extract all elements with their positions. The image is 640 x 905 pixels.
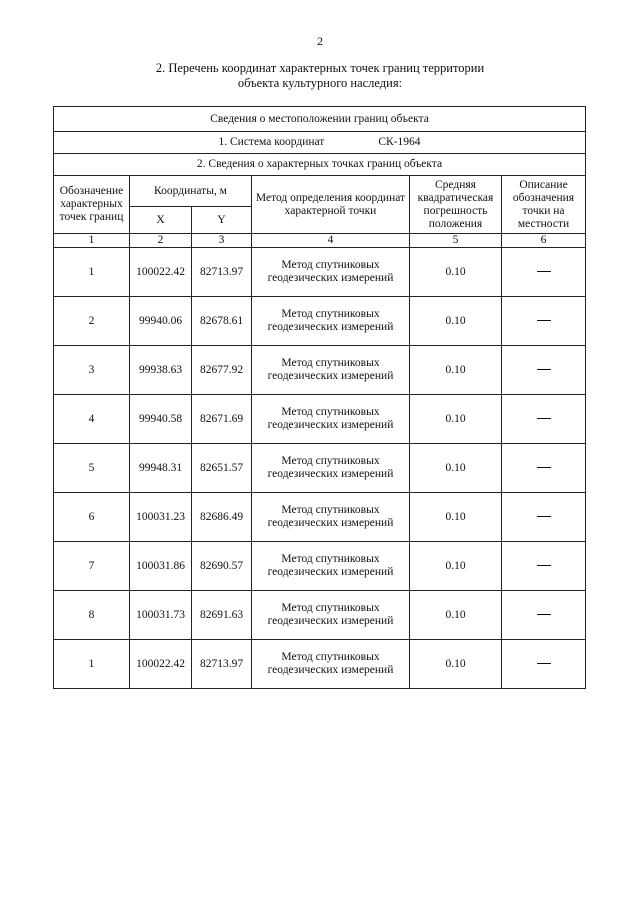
point-designation: 3: [54, 346, 130, 395]
coordinate-y: 82713.97: [192, 640, 252, 689]
description-cell: [502, 444, 586, 493]
description-cell: [502, 248, 586, 297]
coordinate-y: 82678.61: [192, 297, 252, 346]
error-cell: 0.10: [410, 591, 502, 640]
method-cell: Метод спутниковых геодезических измерений: [252, 297, 410, 346]
subsection-header-row: [54, 154, 586, 176]
table-row: [54, 346, 586, 395]
subsection-header: 2. Сведения о характерных точках границ объекта: [54, 154, 586, 176]
dash-mark: [537, 418, 551, 419]
dash-mark: [537, 614, 551, 615]
coordinate-x: 100031.23: [130, 493, 192, 542]
coordinate-x: 99940.58: [130, 395, 192, 444]
table-row: [54, 248, 586, 297]
coordinate-y: 82691.63: [192, 591, 252, 640]
table-row: [54, 542, 586, 591]
header-description: Описание обозначения точки на местности: [502, 176, 586, 234]
coordinate-x: 99938.63: [130, 346, 192, 395]
coordinate-system-label: 1. Система координат: [218, 136, 325, 148]
error-cell: 0.10: [410, 444, 502, 493]
coordinates-table: [53, 106, 586, 689]
error-cell: 0.10: [410, 346, 502, 395]
method-cell: Метод спутниковых геодезических измерений: [252, 493, 410, 542]
description-cell: [502, 297, 586, 346]
error-cell: 0.10: [410, 395, 502, 444]
table-row: [54, 591, 586, 640]
coordinate-x: 100031.86: [130, 542, 192, 591]
column-number: 3: [192, 234, 252, 248]
coordinate-system-cell: [54, 132, 586, 154]
description-cell: [502, 591, 586, 640]
coordinate-y: 82671.69: [192, 395, 252, 444]
error-cell: 0.10: [410, 542, 502, 591]
header-error: Средняя квадратическая погрешность положения: [410, 176, 502, 234]
table-row: [54, 395, 586, 444]
column-number: 5: [410, 234, 502, 248]
column-number: 4: [252, 234, 410, 248]
method-cell: Метод спутниковых геодезических измерений: [252, 542, 410, 591]
point-designation: 1: [54, 248, 130, 297]
column-number: 1: [54, 234, 130, 248]
method-cell: Метод спутниковых геодезических измерений: [252, 591, 410, 640]
description-cell: [502, 640, 586, 689]
point-designation: 2: [54, 297, 130, 346]
method-cell: Метод спутниковых геодезических измерений: [252, 640, 410, 689]
description-cell: [502, 346, 586, 395]
column-number: 2: [130, 234, 192, 248]
document-title: [0, 61, 640, 91]
table-row: [54, 493, 586, 542]
dash-mark: [537, 467, 551, 468]
header-y: Y: [192, 207, 252, 234]
table-row: [54, 444, 586, 493]
header-coordinates: Координаты, м: [130, 176, 252, 207]
page-number: 2: [317, 34, 323, 48]
point-designation: 5: [54, 444, 130, 493]
error-cell: 0.10: [410, 297, 502, 346]
dash-mark: [537, 516, 551, 517]
coordinate-system-value: СК-1964: [378, 136, 421, 148]
error-cell: 0.10: [410, 493, 502, 542]
header-x: X: [130, 207, 192, 234]
dash-mark: [537, 565, 551, 566]
point-designation: 4: [54, 395, 130, 444]
point-designation: 7: [54, 542, 130, 591]
section-header-row: [54, 107, 586, 132]
dash-mark: [537, 271, 551, 272]
column-header-row: [54, 176, 586, 207]
column-number: 6: [502, 234, 586, 248]
document-title-line-2: объекта культурного наследия:: [237, 76, 403, 90]
coordinate-x: 100022.42: [130, 640, 192, 689]
document-title-line-1: 2. Перечень координат характерных точек границ территории: [155, 61, 485, 75]
coordinate-y: 82690.57: [192, 542, 252, 591]
method-cell: Метод спутниковых геодезических измерений: [252, 248, 410, 297]
coordinate-y: 82713.97: [192, 248, 252, 297]
coordinate-x: 100031.73: [130, 591, 192, 640]
column-number-row: [54, 234, 586, 248]
description-cell: [502, 493, 586, 542]
coordinate-y: 82677.92: [192, 346, 252, 395]
coordinate-y: 82686.49: [192, 493, 252, 542]
coordinate-system-row: [54, 132, 586, 154]
coordinate-x: 99940.06: [130, 297, 192, 346]
dash-mark: [537, 663, 551, 664]
method-cell: Метод спутниковых геодезических измерений: [252, 444, 410, 493]
method-cell: Метод спутниковых геодезических измерений: [252, 346, 410, 395]
point-designation: 1: [54, 640, 130, 689]
error-cell: 0.10: [410, 640, 502, 689]
coordinate-x: 100022.42: [130, 248, 192, 297]
dash-mark: [537, 369, 551, 370]
method-cell: Метод спутниковых геодезических измерений: [252, 395, 410, 444]
coordinate-x: 99948.31: [130, 444, 192, 493]
description-cell: [502, 395, 586, 444]
table-row: [54, 297, 586, 346]
error-cell: 0.10: [410, 248, 502, 297]
point-designation: 6: [54, 493, 130, 542]
coordinate-y: 82651.57: [192, 444, 252, 493]
section-header: Сведения о местоположении границ объекта: [54, 107, 586, 132]
table-row: [54, 640, 586, 689]
header-method: Метод определения координат характерной точки: [252, 176, 410, 234]
point-designation: 8: [54, 591, 130, 640]
header-designation: Обозначение характерных точек границ: [54, 176, 130, 234]
dash-mark: [537, 320, 551, 321]
description-cell: [502, 542, 586, 591]
